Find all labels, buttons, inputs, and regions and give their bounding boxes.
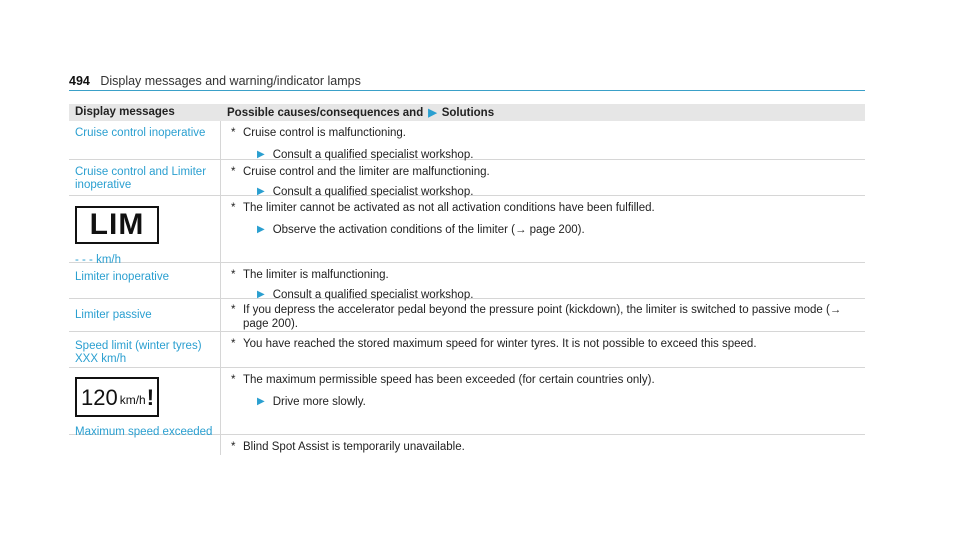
cause-cell bbox=[221, 121, 865, 159]
cause-text: Cruise control and the limiter are malfunctioning. bbox=[243, 166, 490, 178]
table-row bbox=[69, 263, 865, 299]
speed-unit: km/h bbox=[119, 392, 146, 407]
message-text: Limiter inoperative bbox=[75, 271, 169, 283]
table-row bbox=[69, 196, 865, 266]
bullet-mark: * bbox=[231, 166, 236, 178]
message-text: Maximum speed exceeded bbox=[75, 426, 213, 438]
cause-text: The limiter is malfunctioning. bbox=[243, 269, 389, 281]
exclamation-icon: ! bbox=[146, 384, 155, 410]
table-row bbox=[69, 332, 865, 368]
solution-text: Consult a qualified specialist workshop. bbox=[272, 186, 474, 198]
message-cell bbox=[69, 263, 221, 298]
message-text: Cruise control inoperative bbox=[75, 127, 206, 139]
play-arrow-icon: ▶ bbox=[257, 149, 265, 160]
cause-cell bbox=[221, 332, 865, 367]
page-number: 494 bbox=[69, 74, 90, 88]
message-cell bbox=[69, 332, 221, 367]
message-cell bbox=[69, 435, 221, 455]
message-cell bbox=[69, 121, 221, 159]
bullet-mark: * bbox=[231, 202, 236, 214]
page-title: Display messages and warning/indicator lamps bbox=[100, 74, 361, 88]
cause-cell bbox=[221, 263, 865, 301]
solution-text: Observe the activation conditions of the limiter (→ page 200). bbox=[272, 224, 585, 236]
bullet-mark: * bbox=[231, 127, 236, 139]
col-header-causes-label: Possible causes/consequences and bbox=[227, 106, 424, 119]
cause-cell bbox=[221, 368, 865, 434]
cause-cell bbox=[221, 435, 865, 455]
bullet-mark: * bbox=[231, 338, 236, 350]
speed-number: 120 bbox=[81, 384, 118, 410]
table-row bbox=[69, 299, 865, 332]
col-header-messages: Display messages bbox=[75, 106, 175, 118]
limiter-icon: LIM bbox=[75, 206, 159, 244]
speed-warning-icon bbox=[75, 377, 159, 417]
bullet-mark: * bbox=[231, 269, 236, 281]
table-row bbox=[69, 435, 865, 455]
message-text: Limiter passive bbox=[75, 309, 152, 321]
cause-text: If you depress the accelerator pedal beyond the pressure point (kickdown), the limiter is switched to passive mode (→ page 200). bbox=[243, 304, 842, 330]
message-cell bbox=[69, 299, 221, 331]
table-row bbox=[69, 160, 865, 196]
bullet-mark: * bbox=[231, 374, 236, 386]
bullet-mark: * bbox=[231, 441, 236, 453]
table-header bbox=[69, 104, 865, 121]
cause-text: Blind Spot Assist is temporarily unavailable. bbox=[243, 441, 465, 453]
messages-table bbox=[69, 104, 865, 455]
bullet-mark: * bbox=[231, 304, 236, 316]
play-arrow-icon: ▶ bbox=[257, 289, 265, 300]
message-text: Cruise control and Limiter inoperative bbox=[75, 166, 207, 191]
message-cell bbox=[69, 160, 221, 195]
cause-text: The limiter cannot be activated as not all activation conditions have been fulfilled. bbox=[243, 202, 655, 214]
play-arrow-icon: ▶ bbox=[257, 186, 265, 197]
cause-text: Cruise control is malfunctioning. bbox=[243, 127, 406, 139]
message-cell bbox=[69, 196, 221, 266]
table-row bbox=[69, 368, 865, 438]
message-text: - - - km/h bbox=[75, 254, 121, 266]
message-cell bbox=[69, 368, 221, 438]
cause-text: You have reached the stored maximum speed for winter tyres. It is not possible to exceed this speed. bbox=[243, 338, 757, 350]
solution-text: Consult a qualified specialist workshop. bbox=[272, 289, 474, 301]
play-arrow-icon: ▶ bbox=[257, 396, 265, 407]
solution-text: Drive more slowly. bbox=[272, 396, 366, 408]
solution-text: Consult a qualified specialist workshop. bbox=[272, 149, 474, 161]
message-text: XXX km/h bbox=[75, 353, 127, 365]
play-arrow-icon: ▶ bbox=[428, 106, 437, 119]
message-text: Speed limit (winter tyres) bbox=[75, 340, 202, 352]
col-header-solutions-label: Solutions bbox=[441, 106, 495, 119]
cause-cell bbox=[221, 160, 865, 198]
cause-cell bbox=[221, 299, 865, 331]
cause-text: The maximum permissible speed has been exceeded (for certain countries only). bbox=[243, 374, 655, 386]
page-header bbox=[69, 72, 865, 91]
cause-cell bbox=[221, 196, 865, 262]
col-header-causes bbox=[221, 106, 865, 120]
play-arrow-icon: ▶ bbox=[257, 224, 265, 235]
table-row bbox=[69, 121, 865, 160]
